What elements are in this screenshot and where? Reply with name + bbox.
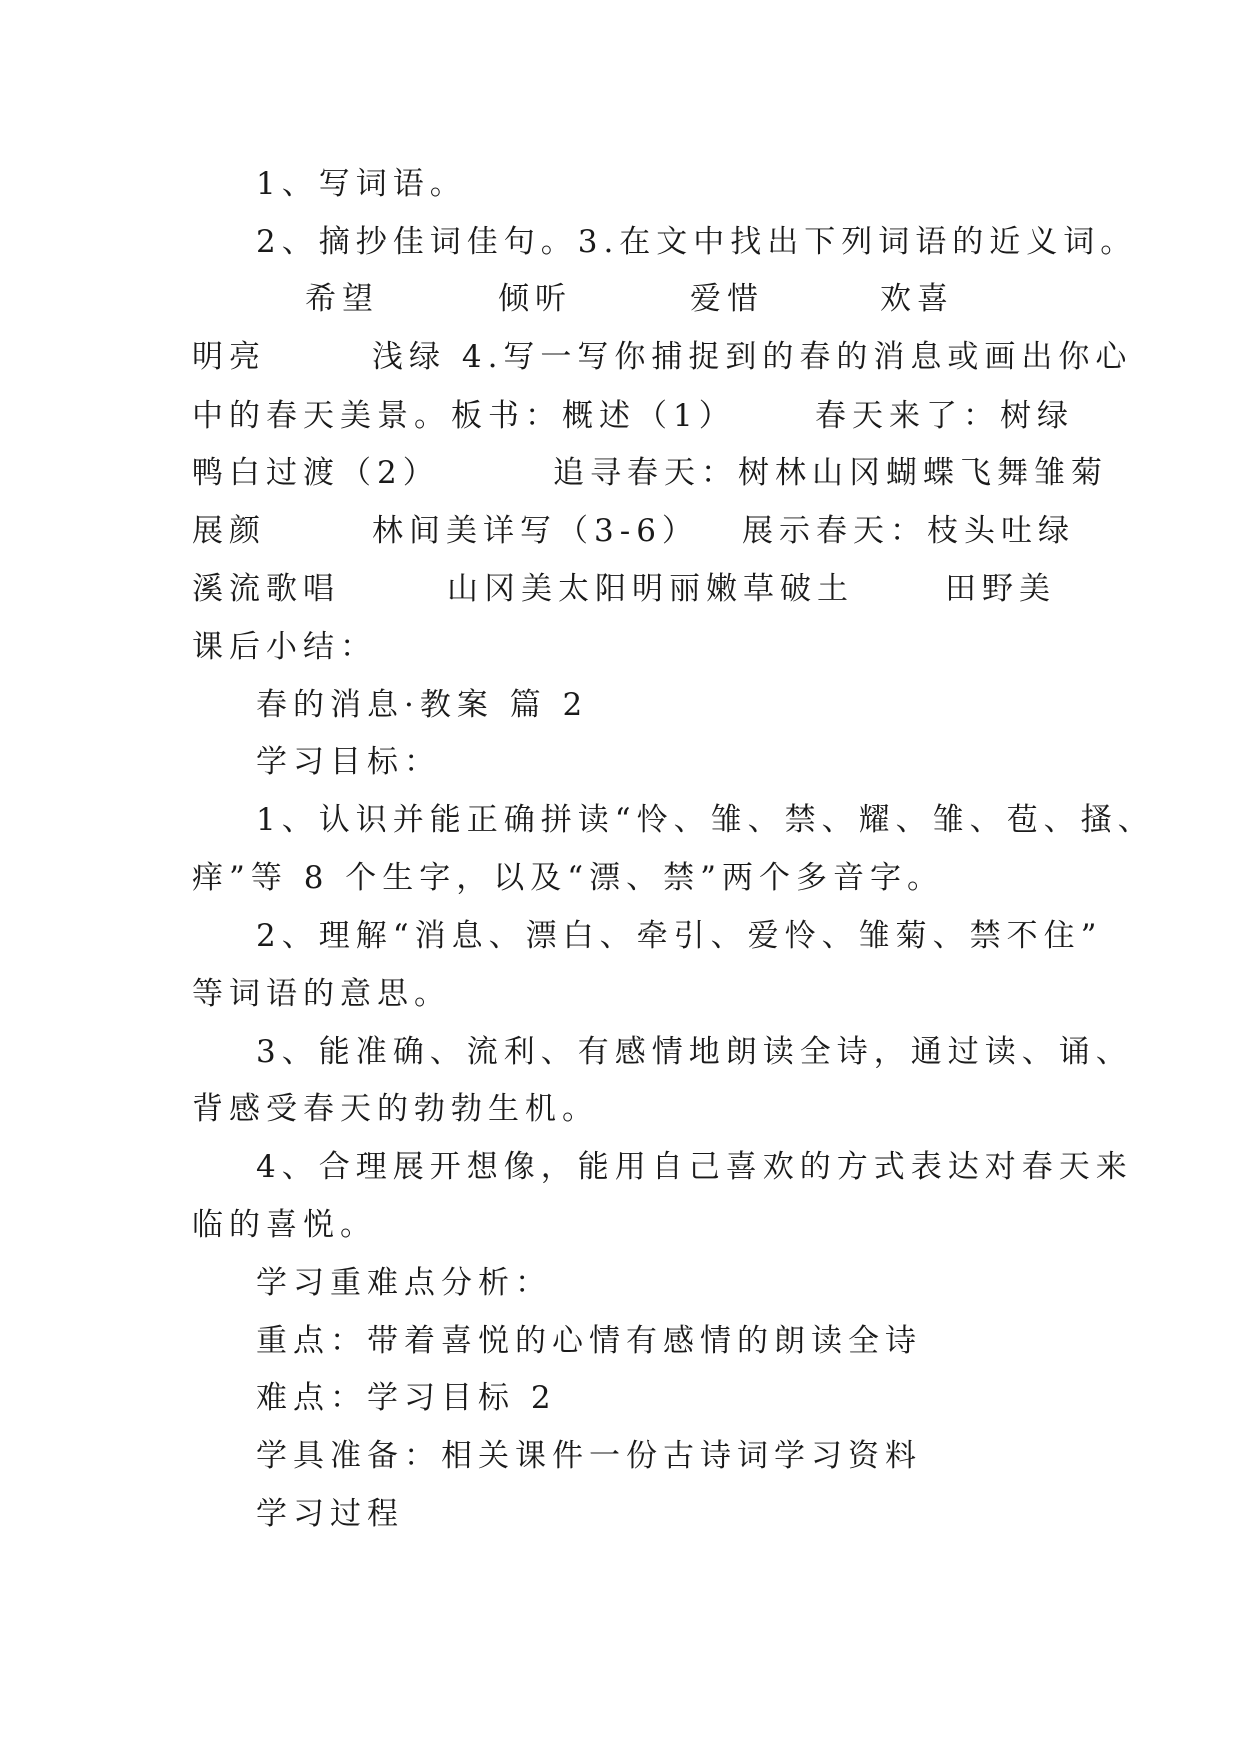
text-line: 4、合理展开想像，能用自己喜欢的方式表达对春天来 <box>256 1149 1133 1185</box>
text-segment: 溪流歌唱 <box>192 571 340 607</box>
text-segment: 明亮 <box>192 339 266 375</box>
text-line: 2、摘抄佳词佳句。3.在文中找出下列词语的近义词。 <box>256 224 1138 260</box>
word-item: 倾听 <box>498 281 572 317</box>
word-item: 希望 <box>305 281 379 317</box>
text-line: 难点：学习目标 2 <box>256 1380 557 1416</box>
text-line: 临的喜悦。 <box>192 1207 377 1243</box>
text-line: 3、能准确、流利、有感情地朗读全诗，通过读、诵、 <box>256 1034 1133 1070</box>
word-item: 爱惜 <box>690 281 764 317</box>
text-segment: 展颜 <box>192 513 266 549</box>
text-line: 1、写词语。 <box>256 166 467 202</box>
text-segment: 田野美 <box>945 571 1056 607</box>
text-line: 学习过程 <box>256 1496 404 1532</box>
text-line: 学习重难点分析： <box>256 1265 552 1301</box>
text-segment: 春天来了：树绿 <box>815 398 1074 434</box>
text-line: 学习目标： <box>256 744 441 780</box>
text-segment: 展示春天：枝头吐绿 <box>742 513 1075 549</box>
text-segment: 中的春天美景。板书：概述（1） <box>192 398 736 434</box>
text-line: 痒”等 8 个生字，以及“漂、禁”两个多音字。 <box>192 860 944 896</box>
text-line: 2、理解“消息、漂白、牵引、爱怜、雏菊、禁不住” <box>256 918 1103 954</box>
section-heading: 春的消息·教案 篇 2 <box>256 687 589 723</box>
text-line: 等词语的意思。 <box>192 976 451 1012</box>
text-segment: 鸭白过渡（2） <box>192 455 440 491</box>
text-line: 学具准备：相关课件一份古诗词学习资料 <box>256 1438 922 1474</box>
word-item: 欢喜 <box>880 281 954 317</box>
text-segment: 追寻春天：树林山冈蝴蝶飞舞雏菊 <box>553 455 1108 491</box>
text-line: 背感受春天的勃勃生机。 <box>192 1091 599 1127</box>
text-line: 重点：带着喜悦的心情有感情的朗读全诗 <box>256 1323 922 1359</box>
text-line: 1、认识并能正确拼读“怜、雏、禁、耀、雏、苞、搔、 <box>256 802 1155 838</box>
text-segment: 山冈美太阳明丽嫩草破土 <box>447 571 854 607</box>
text-segment: 林间美详写（3-6） <box>372 513 699 549</box>
text-segment: 浅绿 4.写一写你捕捉到的春的消息或画出你心 <box>372 339 1133 375</box>
text-line: 课后小结： <box>192 629 377 665</box>
